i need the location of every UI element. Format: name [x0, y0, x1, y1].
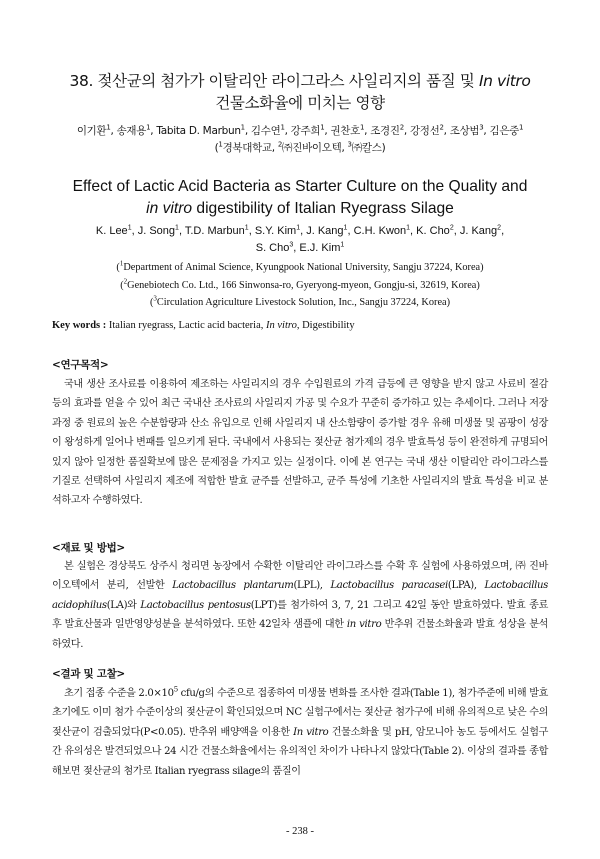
author-name: 권찬호	[330, 125, 360, 137]
author-name: 송재용	[116, 125, 147, 137]
author-name: Tabita D. Marbun	[156, 125, 241, 137]
korean-title-line2: 건물소화율에 미치는 영향	[215, 94, 385, 112]
affil-name: ㈜진바이오텍,	[282, 142, 348, 154]
author-name: K. Cho	[416, 225, 450, 237]
korean-title-line1: 38. 젖산균의 첨가가 이탈리안 라이그라스 사일리지의 품질 및 In vitro	[69, 72, 531, 90]
author-affil-mark: 1	[320, 123, 325, 132]
author-name: 강주희	[290, 125, 321, 137]
author-affil-mark: 1	[359, 123, 365, 132]
affil-mark: 2	[277, 140, 283, 149]
affil-mark: 1	[119, 259, 124, 268]
affil-text: Circulation Agriculture Livestock Solution, Inc., Sangju 37224, Korea	[156, 297, 447, 308]
author-affil-mark: 1	[240, 123, 245, 132]
author-affil-mark: 1	[106, 123, 111, 132]
affiliation-line: ($^2$Genebiotech Co. Ltd., 166 Sinwonsa-ro, Gyeryong-myeon, Gongju-si, 32619, Korea)	[120, 277, 480, 291]
author-name: 이기환	[76, 125, 107, 137]
author-affil-mark: 1	[175, 224, 179, 232]
author-affil-mark: 2	[449, 224, 454, 232]
english-title	[52, 176, 548, 220]
affil-name: ㈜칼스	[351, 142, 382, 154]
affiliation-line: ($^3$Circulation Agriculture Livestock Solution, Inc., Sangju 37224, Korea)	[149, 294, 451, 308]
author-affil-mark: 3	[479, 123, 484, 132]
affil-mark: 3	[347, 140, 352, 149]
author-name: E.J. Kim	[299, 242, 341, 254]
author-name: 김수연	[250, 125, 281, 137]
section-body-results: 초기 접종 수준을 $2.0\times 10^5$ cfu/g의 수준으로 접종하여 미생물 변화를 조사한 결과(Table 1), 첨가주준에 비해 발효 초기에도 이미 첨가 수준이상의 젖산균이 확인되었으며 NC 실험구에서는 젖산균 첨가구에 비해 유의적으로 낮은 수의 젖산균이 검출되었다(P<0.05). 반추위 배양액을 이용한 In vitro 건물소화율 및 pH, 암모니아 농도 등에서도 실험구 간 유의성은 발견되었으나 24 시간 건물소화율에서는 유의적인 차이가 나타나지 않았다(Table 2). 이상의 결과를 종합해보면 젖산균의 첨가로 Italian ryegrass silage의 품질이	[52, 685, 549, 777]
affil-text: Genebiotech Co. Ltd., 166 Sinwonsa-ro, Gyeryong-myeon, Gongju-si, 32619, Korea	[127, 279, 477, 291]
author-affil-mark: 1	[343, 224, 348, 232]
korean-affiliations: ($^1$경북대학교, $^2$㈜진바이오텍, $^3$㈜칼스)	[214, 140, 386, 154]
author-name: K. Lee	[95, 225, 128, 237]
english-affiliations	[52, 259, 548, 312]
author-name: S. Cho	[255, 242, 290, 254]
author-name: C.H. Kwon	[353, 225, 407, 237]
english-author-line2: S. Cho$^3$, E.J. Kim$^1$	[255, 241, 345, 254]
section-heading-methods: <재료 및 방법>	[52, 542, 125, 554]
author-affil-mark: 1	[127, 224, 132, 232]
keywords-label: Key words :	[52, 320, 107, 331]
korean-authors	[52, 123, 548, 157]
author-affil-mark: 1	[296, 224, 301, 232]
section-body-methods: 본 실험은 경상북도 상주시 청리면 농장에서 수확한 이탈리안 라이그라스를 수확 후 실험에 사용하였으며, ㈜ 진바이오텍에서 분리, 선발한 Lactobacillus plantarum(LPL), Lactobacillus paracasei(LPA), Lactobacillus acidophilus(LA)와 Lactobacillus pentosus(LPT)를 첨가하여 3, 7, 21 그리고 42일 동안 발효하였다. 발효 종료 후 발효산물과 일반영양성분을 분석하였다. 또한 42일차 샘플에 대한 in vitro 반추위 건물소화율과 발효 성상을 분석하였다.	[52, 561, 549, 650]
author-name: J. Kang	[459, 225, 498, 237]
author-name: 조경진	[370, 125, 400, 137]
english-title-line1: Effect of Lactic Acid Bacteria as Starter Culture on the Quality and	[72, 178, 528, 195]
author-name: 김은중	[489, 125, 520, 137]
section-body-purpose: 국내 생산 조사료를 이용하여 제조하는 사일리지의 경우 수입원료의 가격 급등에 큰 영향을 받지 않고 사료비 절감 등의 효과를 얻을 수 있어 최근 국내산 조사료의 사일리지 가공 및 수요가 꾸준히 증가하고 있는 추세이다. 그러나 저장과정 중 원료의 높은 수분함량과 산소 유입으로 인해 사일리지 내 산소함량이 증가할 경우 유해 미생물 및 곰팡이 성장이 왕성하게 일어나 변패를 일으키게 된다. 국내에서 사용되는 젖산균 첨가제의 경우 발효특성 등이 완전하게 규명되어 있지 않아 일정한 품질확보에 많은 문제점을 가지고 있는 실정이다. 이에 본 연구는 국내 생산 이탈리안 라이그라스를 기질로 선택하여 사일리지 제조에 적합한 발효 균주를 선발하고, 균주 특성에 기초한 사일리지의 발효 특성을 비교 분석하고자 수행하였다.	[52, 379, 548, 507]
author-name: 강정선	[409, 125, 440, 137]
affil-mark: 1	[218, 140, 223, 149]
english-author-line1: K. Lee$^1$, J. Song$^1$, T.D. Marbun$^1$, S.Y. Kim$^1$, J. Kang$^1$, C.H. Kwon$^1$, K. Cho$^2$, J. Kang$^2$,	[95, 224, 505, 237]
author-name: 조상범	[449, 125, 480, 137]
author-affil-mark: 1	[146, 123, 151, 132]
author-affil-mark: 1	[519, 123, 524, 132]
author-affil-mark: 2	[497, 224, 502, 232]
author-name: J. Song	[137, 225, 176, 237]
author-affil-mark: 2	[439, 123, 444, 132]
author-affil-mark: 1	[406, 224, 411, 232]
affiliation-line: ($^1$Department of Animal Science, Kyungpook National University, Sangju 37224, Korea)	[116, 259, 484, 273]
page-number: - 238 -	[286, 826, 314, 837]
author-affil-mark: 1	[280, 123, 285, 132]
affil-name: 경북대학교,	[222, 142, 278, 154]
author-affil-mark: 3	[289, 241, 294, 249]
keywords: Key words : Italian ryegrass, Lactic acid bacteria, In vitro, Digestibility	[52, 320, 355, 331]
section-heading-purpose: <연구목적>	[52, 359, 109, 371]
korean-title	[52, 70, 548, 114]
affil-mark: 3	[153, 294, 157, 303]
author-name: S.Y. Kim	[254, 225, 297, 237]
author-affil-mark: 2	[399, 123, 404, 132]
english-authors	[52, 223, 548, 257]
author-name: J. Kang	[306, 225, 344, 237]
english-title-line2: in vitro digestibility of Italian Ryegrass Silage	[146, 200, 454, 217]
author-name: T.D. Marbun	[184, 225, 245, 237]
affil-text: Department of Animal Science, Kyungpook National University, Sangju 37224, Korea	[123, 262, 481, 273]
section-heading-results: <결과 및 고찰>	[52, 668, 125, 680]
author-affil-mark: 1	[340, 241, 345, 249]
affil-mark: 2	[123, 277, 128, 286]
author-affil-mark: 1	[244, 224, 249, 232]
korean-author-list: 이기환$^1$, 송재용$^1$, Tabita D. Marbun$^1$, 김수연$^1$, 강주희$^1$, 권찬호$^1$, 조경진$^2$, 강정선$^2$, 조상범$^3$, 김은중$^1$	[76, 123, 524, 137]
